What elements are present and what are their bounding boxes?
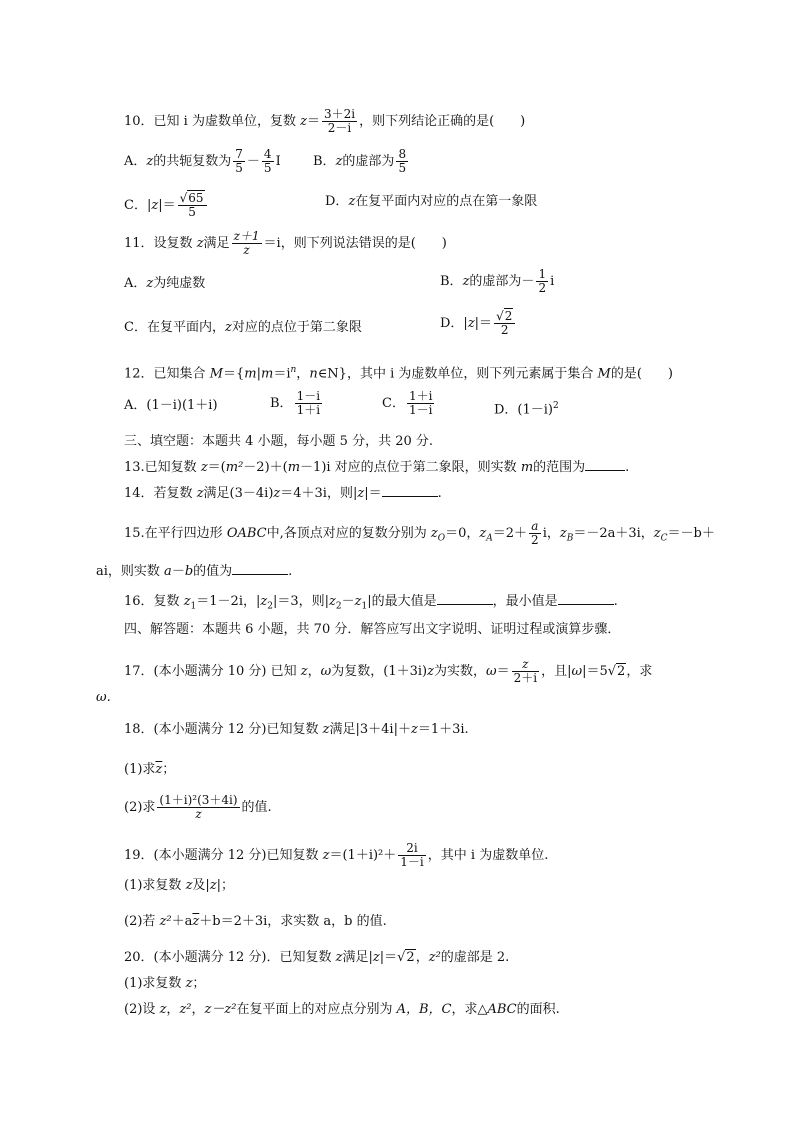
q17-line2: ω. (96, 690, 111, 705)
q12-option-c: C． $\frac{1+i}{1-i}$ (382, 389, 433, 417)
q13-answer-blank[interactable] (585, 458, 625, 471)
q12-stem: 12．已知集合 $M=\{m|m=i^n$，n∈N}，其中 i 为虚数单位，则下列元素属于集合 M的是( ) (124, 365, 673, 382)
q14-answer-blank[interactable] (382, 484, 438, 497)
q16-min-blank[interactable] (558, 592, 614, 605)
q10-option-c: C．|z|＝ $\frac{√65}{5}$ (124, 192, 209, 219)
q17-line1: 17．(本小题满分 10 分) 已知 z，ω为复数，(1＋3i)z为实数，ω＝ $\frac{z}{2+i}$ ，且|ω|＝5√2，求 (124, 657, 653, 685)
q16: 16．复数 $z_1=1-2i$，$|z_2|=3$，则$|z_2-z_1|$的最大值是 ，最小值是 . (124, 594, 618, 612)
q12-option-b: B． $\frac{1-i}{1+i}$ (270, 389, 321, 417)
section-3-heading: 三、填空题：本题共 4 小题，每小题 5 分，共 20 分. (124, 434, 434, 449)
section-4-heading: 四、解答题：本题共 6 小题，共 70 分．解答应写出文字说明、证明过程或演算步骤． (124, 622, 621, 637)
q15-line1: 15.在平行四边形 OABC中,各顶点对应的复数分别为 $z_O=0$，$z_A=2+$ $\frac{a}{2}$ i，$z_B=-2a+3i$，$z_C=-b+$ (124, 519, 715, 547)
q18-stem: 18．(本小题满分 12 分)已知复数 z满足|3＋4i|＋z＝1＋3i. (124, 722, 469, 737)
q19-part2: (2)若 $z^2+a\overline{z}+b=2+3i$，求实数 a，b 的值. (124, 914, 387, 929)
q19-stem: 19．(本小题满分 12 分)已知复数 z＝(1＋i)²＋ $\frac{2i}{1-i}$ ，其中 i 为虚数单位. (124, 841, 549, 869)
q15-line2: ai，则实数 a－b的值为 . (96, 564, 293, 579)
q11-option-b: B．z的虚部为－ $\frac{1}{2}$ i (440, 267, 555, 295)
q14: 14．若复数 z满足(3－4i)z＝4＋3i，则|z|＝ . (124, 486, 442, 501)
q10-stem: 10．已知 i 为虚数单位，复数 z＝ $\frac{3+2i}{2-i}$ ，则下列结论正确的是( ) (124, 107, 526, 135)
q18-part2: (2)求 $\frac{\text{(1＋i)²(3＋4i)}}{z}$ 的值. (124, 793, 272, 821)
q11-option-a: A．z为纯虚数 (124, 276, 206, 291)
q13: 13.已知复数 z＝(m²－2)＋(m－1)i 对应的点位于第二象限，则实数 m的范围为 . (124, 460, 630, 475)
q12-option-a: A．(1－i)(1＋i) (124, 398, 218, 413)
q10-option-d: D．z在复平面内对应的点在第一象限 (325, 194, 538, 209)
q15-answer-blank[interactable] (232, 562, 288, 575)
q18-part1: (1)求$\overline{z}$； (124, 762, 176, 777)
q11-option-d: D．|z|＝ $\frac{√2}{2}$ (440, 310, 517, 337)
q19-part1: (1)求复数 z及|z|； (124, 878, 235, 893)
q11-stem: 11．设复数 z满足 $\frac{z+1}{z}$ ＝i，则下列说法错误的是( ) (124, 229, 447, 257)
q11-option-c: C．在复平面内，z对应的点位于第二象限 (124, 320, 362, 335)
q10-option-a: A．z的共轭复数为 $\frac{7}{5}$ － $\frac{4}{5}$ I (124, 147, 281, 175)
q12-option-d: D．$(1-i)^2$ (494, 401, 559, 418)
q20-part2: (2)设 z，z²，z－z²在复平面上的对应点分别为 A，B，C，求△ABC的面积. (124, 1002, 560, 1017)
q20-stem: 20．(本小题满分 12 分)．已知复数 z满足|z|＝√2，z²的虚部是 2. (124, 950, 510, 965)
q10-fraction: $\frac{3+2i}{2-i}$ (323, 107, 356, 135)
q16-max-blank[interactable] (437, 592, 493, 605)
q20-part1: (1)求复数 z； (124, 976, 206, 991)
q10-option-b: B．z的虚部为 $\frac{8}{5}$ (313, 147, 407, 175)
